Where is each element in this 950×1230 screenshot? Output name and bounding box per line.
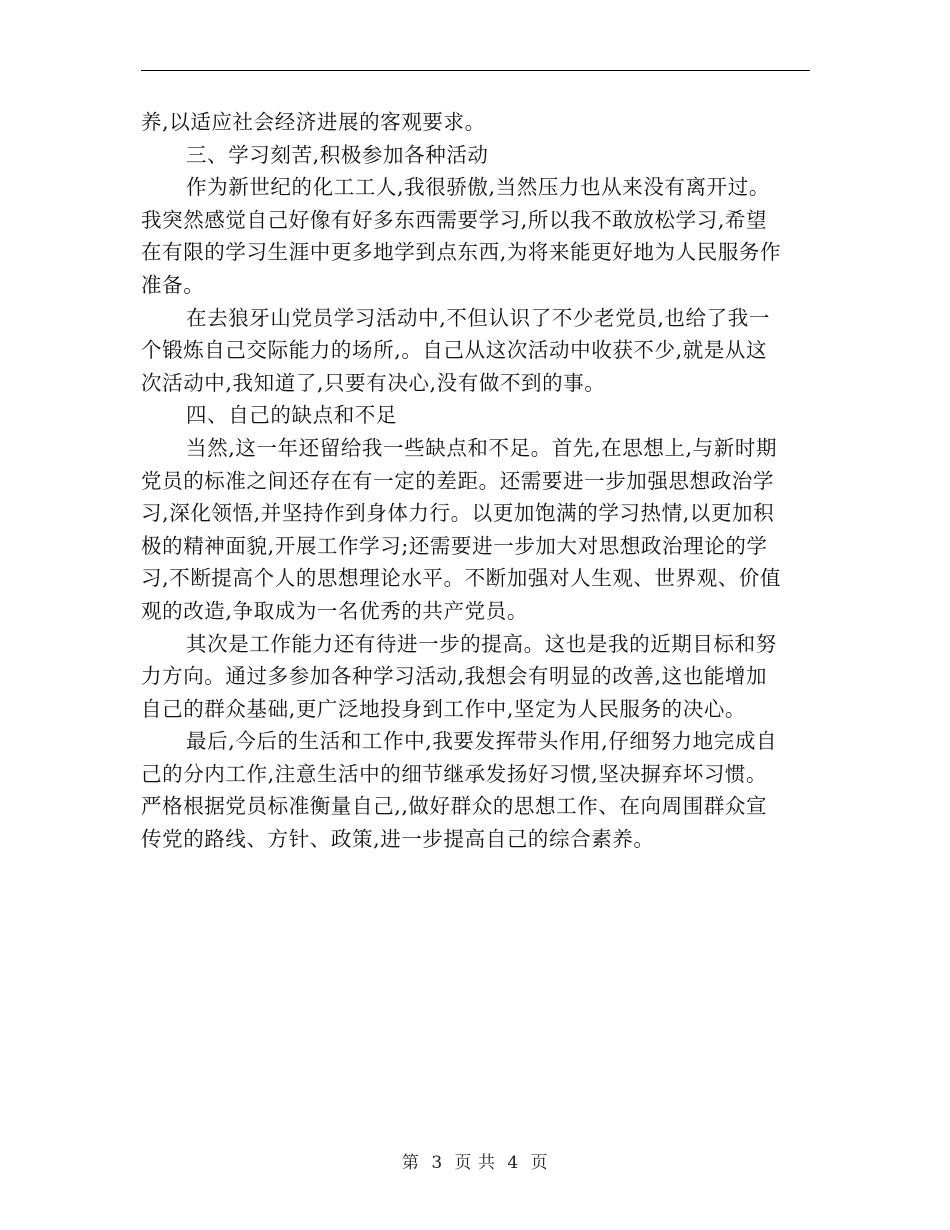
text-line: 其次是工作能力还有待进一步的提高。这也是我的近期目标和努 [186, 631, 777, 656]
text-line: 党员的标准之间还存在有一定的差距。还需要进一步加强思想政治学 [141, 468, 774, 493]
footer-prefix: 第 [401, 1153, 420, 1173]
text-line: 次活动中,我知道了,只要有决心,没有做不到的事。 [141, 370, 606, 395]
page-footer [0, 1148, 950, 1173]
total-pages-number: 4 [507, 1153, 519, 1173]
text-line: 严格根据党员标准衡量自己,,做好群众的思想工作、在向周围群众宣 [141, 794, 768, 819]
text-line: 习,深化领悟,并坚持作到身体力行。以更加饱满的学习热情,以更加积 [141, 501, 775, 526]
document-body [141, 106, 811, 856]
text-line: 个锻炼自己交际能力的场所,。自己从这次活动中收获不少,就是从这 [141, 338, 768, 363]
text-line: 自己的群众基础,更广泛地投身到工作中,坚定为人民服务的决心。 [141, 696, 747, 721]
text-line: 准备。 [141, 272, 205, 297]
section-heading: 三、学习刻苦,积极参加各种活动 [186, 142, 489, 167]
text-line: 我突然感觉自己好像有好多东西需要学习,所以我不敢放松学习,希望 [141, 207, 768, 232]
footer-suffix: 页 [530, 1153, 549, 1173]
text-line: 己的分内工作,注意生活中的细节继承发扬好习惯,坚决摒弃坏习惯。 [141, 761, 768, 786]
text-line: 作为新世纪的化工工人,我很骄傲,当然压力也从来没有离开过。 [186, 175, 770, 200]
footer-middle: 页 共 [454, 1153, 496, 1173]
text-line: 在有限的学习生涯中更多地学到点东西,为将来能更好地为人民服务作 [141, 240, 782, 265]
section-heading: 四、自己的缺点和不足 [186, 403, 397, 428]
text-line: 传党的路线、方针、政策,进一步提高自己的综合素养。 [141, 827, 655, 852]
text-line: 力方向。通过多参加各种学习活动,我想会有明显的改善,这也能增加 [141, 664, 768, 689]
text-line: 习,不断提高个人的思想理论水平。不断加强对人生观、世界观、价值 [141, 566, 782, 591]
text-line: 最后,今后的生活和工作中,我要发挥带头作用,仔细努力地完成自 [186, 729, 778, 754]
text-line: 在去狼牙山党员学习活动中,不但认识了不少老党员,也给了我一 [186, 305, 770, 330]
text-line: 当然,这一年还留给我一些缺点和不足。首先,在思想上,与新时期 [186, 435, 778, 460]
text-line: 养,以适应社会经济进展的客观要求。 [141, 110, 486, 134]
text-line: 观的改造,争取成为一名优秀的共产党员。 [141, 598, 528, 623]
current-page-number: 3 [431, 1153, 443, 1173]
header-rule [141, 70, 810, 71]
text-line: 极的精神面貌,开展工作学习;还需要进一步加大对思想政治理论的学 [141, 533, 768, 558]
